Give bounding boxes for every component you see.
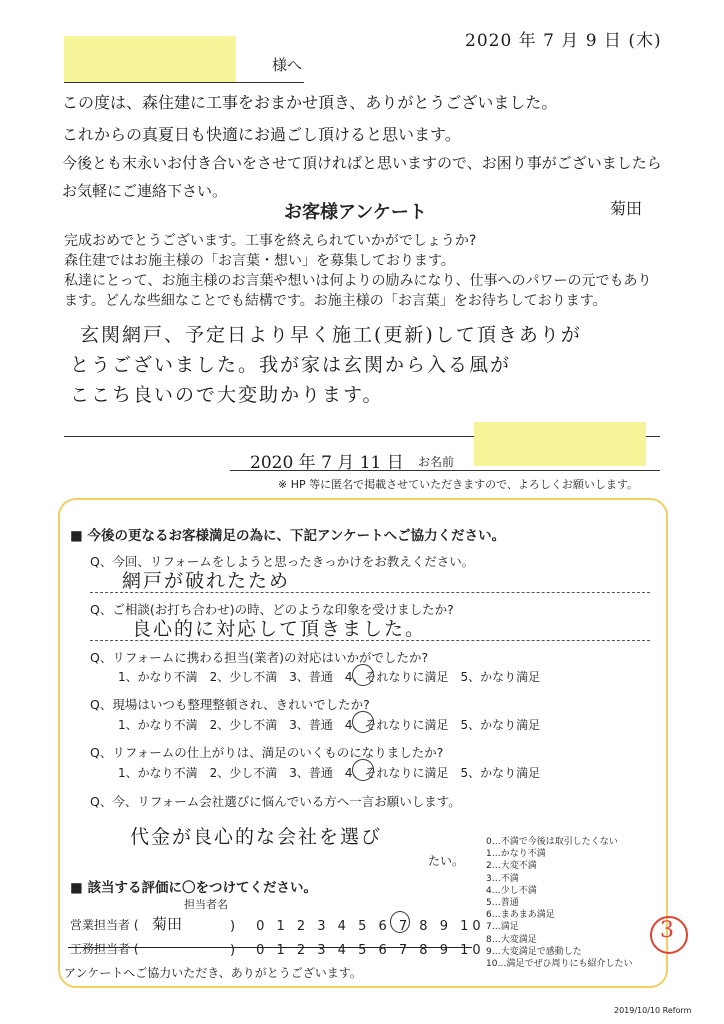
letter-line-1: この度は、森住建に工事をおまかせ頂き、ありがとうございました。 xyxy=(62,93,558,112)
legend-item: 1…かなり不満 xyxy=(486,849,546,860)
name-label: お名前 xyxy=(418,455,455,469)
letter-line-3: 今後とも末永いお付き合いをさせて頂ければと思いますので、お困り事がございましたら xyxy=(62,154,662,172)
letter-line-2: これからの真夏日も快適にお過ごし頂けると思います。 xyxy=(62,125,461,144)
answer-1-line xyxy=(90,592,650,593)
legend-item: 3…不満 xyxy=(486,873,519,884)
customer-comment-line-1: 玄関網戸、予定日より早く施工(更新)して頂きありが xyxy=(80,324,582,346)
signed-date: 2020 年 7 月 11 日 xyxy=(250,453,404,473)
selection-circle-4 xyxy=(352,711,374,733)
letter-date: 2020 年 7 月 9 日 (木) xyxy=(465,31,662,51)
question-6: Q、今、リフォーム会社選びに悩んでいる方へ一言お願いします。 xyxy=(90,794,461,809)
answer-1: 網戸が破れたため xyxy=(122,570,291,592)
intro-line-3: 私達にとって、お施主様のお言葉や想いは何よりの励みになり、仕事へのパワーの元でもあり xyxy=(64,273,652,289)
legend-item: 5…普通 xyxy=(486,898,519,909)
intro-line-2: 森住建ではお施主様の「お言葉・想い」を募集しております。 xyxy=(64,253,455,269)
legend-item: 6…まあまあ満足 xyxy=(486,910,555,921)
answer-2-line xyxy=(90,640,650,641)
question-1: Q、今回、リフォームをしようと思ったきっかけをお教えください。 xyxy=(90,554,475,569)
question-4: Q、現場はいつも整理整頓され、きれいでしたか? xyxy=(90,697,370,712)
intro-line-1: 完成おめでとうございます。工事を終えられていかがでしょうか? xyxy=(64,233,477,249)
survey-title: お客様アンケート xyxy=(284,202,427,223)
question-2: Q、ご相談(お打ち合わせ)の時、どのような印象を受けましたか? xyxy=(90,602,454,617)
answer-6: 代金が良心的な会社を選び xyxy=(130,826,383,848)
question-5: Q、リフォームの仕上がりは、満足のいくものになりましたか? xyxy=(90,745,444,760)
sales-staff-label: 営業担当者 ( xyxy=(70,918,139,932)
customer-comment-line-3: ここち良いので大変助かります。 xyxy=(70,384,384,406)
letter-line-4: お気軽にご連絡下さい。 xyxy=(62,182,228,200)
sales-rating-circle xyxy=(390,911,410,933)
sales-staff-name: 菊田 xyxy=(152,915,183,933)
salutation-label: 様へ xyxy=(272,56,303,74)
legend-item: 4…少し不満 xyxy=(486,885,537,896)
rating-legend xyxy=(486,836,632,970)
grade-stamp-number: 3 xyxy=(660,918,674,943)
options-4: 1、かなり不満 2、少し不満 3、普通 4、それなりに満足 5、かなり満足 xyxy=(118,718,541,732)
question-3: Q、リフォームに携わる担当(業者)の対応はいかがでしたか? xyxy=(90,650,429,665)
panel-heading: ■ 今後の更なるお客様満足の為に、下記アンケートへご協力ください。 xyxy=(70,528,506,544)
signature-underline xyxy=(230,470,660,471)
selection-circle-3 xyxy=(352,664,374,686)
options-5: 1、かなり不満 2、少し不満 3、普通 4、それなりに満足 5、かなり満足 xyxy=(118,766,541,780)
anonymity-notice: ※ HP 等に匿名で掲載させていただきますので、よろしくお願いします。 xyxy=(278,478,639,491)
construction-staff-label: 工務担当者 ( xyxy=(70,942,139,956)
intro-line-4: ます。どんな些細なことでも結構です。お施主様の「お言葉」をお待ちしております。 xyxy=(64,293,607,309)
thanks-message: アンケートへご協力いただき、ありがとうございます。 xyxy=(64,966,362,980)
legend-item: 0…不満で今後は取引したくない xyxy=(486,837,618,847)
legend-item: 10…満足でぜひ周りにも紹介したい xyxy=(486,959,633,970)
redacted-name-highlight-bottom xyxy=(474,422,646,466)
customer-comment-line-2: とうございました。我が家は玄関から入る風が xyxy=(70,354,512,376)
legend-item: 2…大変不満 xyxy=(486,861,537,872)
form-version: 2019/10/10 Reform xyxy=(614,1006,692,1015)
redacted-name-highlight xyxy=(64,36,236,82)
legend-item: 8…大変満足 xyxy=(486,934,537,945)
answer-2: 良心的に対応して頂きました。 xyxy=(132,618,427,640)
construction-strikethrough xyxy=(68,947,472,948)
options-3: 1、かなり不満 2、少し不満 3、普通 4、それなりに満足 5、かなり満足 xyxy=(118,670,541,684)
name-underline xyxy=(64,82,304,83)
staff-name-label: 担当者名 xyxy=(184,898,228,911)
legend-item: 7…満足 xyxy=(486,922,519,933)
legend-item: 9…大変満足で感動した xyxy=(486,946,582,957)
selection-circle-5 xyxy=(352,759,374,781)
evaluation-heading: ■ 該当する評価に〇をつけてください。 xyxy=(70,880,317,896)
letter-signature: 菊田 xyxy=(610,199,643,218)
sales-rating-scale: ) 0 1 2 3 4 5 6 7 8 9 10 xyxy=(230,919,485,934)
construction-rating-scale: ) 0 1 2 3 4 5 6 7 8 9 10 xyxy=(230,943,485,958)
answer-6-continued: たい。 xyxy=(428,854,465,868)
